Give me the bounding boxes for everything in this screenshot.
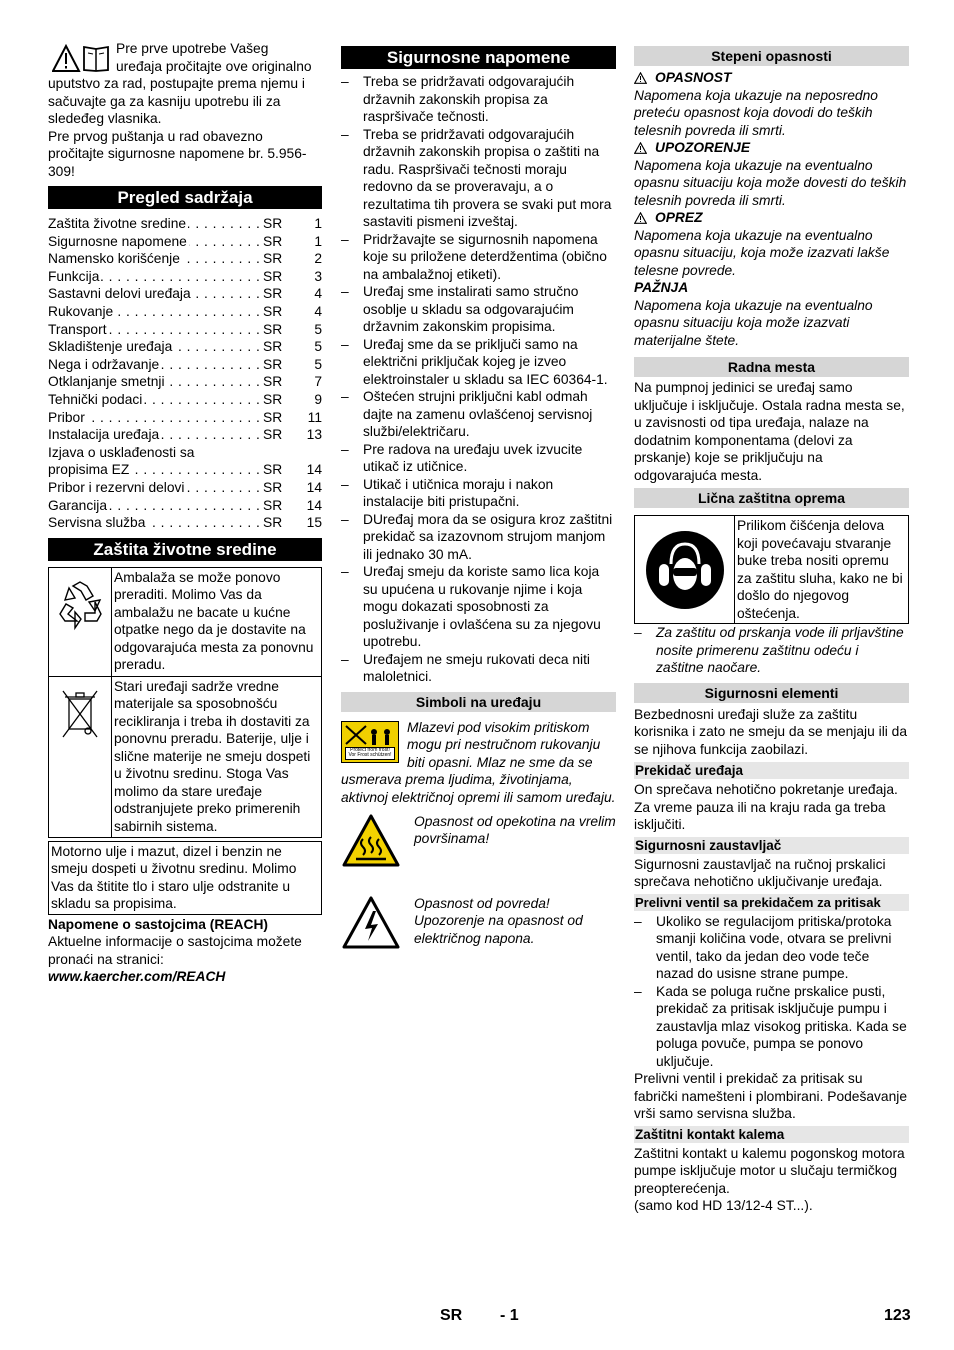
warning-triangle-icon bbox=[634, 142, 647, 154]
toc-entry-page: 15 bbox=[306, 515, 322, 531]
toc-entry[interactable] bbox=[48, 461, 322, 479]
toc-entry[interactable] bbox=[48, 303, 322, 321]
toc-entry[interactable] bbox=[48, 426, 322, 444]
toc-entry-page: 1 bbox=[314, 216, 322, 231]
toc-entry-page bbox=[300, 444, 322, 462]
safety-elements-heading: Sigurnosni elementi bbox=[634, 683, 909, 703]
attention-text: Napomena koja ukazuje na eventualno opasnu situaciju koja može izazvati materijalne štete. bbox=[634, 297, 873, 348]
toc-entry[interactable] bbox=[48, 338, 322, 356]
column-left bbox=[48, 40, 322, 986]
safety-elements-text: Bezbednosni uređaji služe za zaštitu korisnika i zato ne smeju da se menjaju ili da se njihova funkcija zaobilazi. bbox=[634, 706, 908, 757]
frost-label: Protect from frost! Vor Frost schützen! bbox=[345, 747, 395, 760]
hazard-level-label bbox=[634, 139, 909, 157]
intro bbox=[48, 40, 322, 180]
toc-entry-title: Sastavni delovi uređaja bbox=[48, 286, 191, 302]
toc-entry-lang: SR bbox=[263, 515, 283, 531]
toc-heading: Pregled sadržaja bbox=[48, 186, 322, 209]
footer-page-number: 123 bbox=[884, 1307, 911, 1324]
toc-entry-title: Skladištenje uređaja bbox=[48, 339, 173, 355]
toc-entry-lang: SR bbox=[263, 321, 283, 337]
warning-triangle-icon bbox=[634, 72, 647, 84]
toc-entry-page: 14 bbox=[306, 497, 322, 513]
toc-entry-lang: SR bbox=[263, 374, 283, 390]
recycle-text: Ambalaža se može ponovo preraditi. Molimo Vas da ambalažu ne bacate u kućne otpatke nego da je dostavite na odgovarajuća mesta za ponovnu preradu. bbox=[114, 569, 314, 673]
safety-item: – Uređaj smeju da koriste samo lica koja su upućena u rukovanje njime i koja mogu dokazati sposobnosti za posluživanje i ovlašćena su za njegovu upotrebu. bbox=[341, 563, 616, 651]
jet-symbol-block bbox=[341, 719, 616, 809]
toc-entry[interactable] bbox=[48, 268, 322, 286]
toc-entry-title: Izjava o usklađenosti sa bbox=[48, 444, 195, 460]
switch-heading: Prekidač uređaja bbox=[634, 762, 909, 779]
toc-entry-page: 11 bbox=[307, 409, 322, 425]
safety-item: – Uređaj sme da se priključi samo na električni priključak kojeg je izveo elektroinstaler u skladu sa IEC 60364-1. bbox=[341, 336, 616, 389]
toc-entry-lang bbox=[260, 444, 300, 462]
toc-entry-lang: SR bbox=[263, 462, 283, 478]
toc-entry-lang: SR bbox=[263, 251, 283, 267]
toc-entry-page: 3 bbox=[314, 268, 322, 284]
reach-link[interactable]: www.kaercher.com/REACH bbox=[48, 969, 226, 985]
toc-entry-title: Tehnički podaci bbox=[48, 391, 143, 407]
hazard-level-text: Napomena koja ukazuje na neposredno preteću opasnost koja dovodi do teških telesnih povreda ili smrti. bbox=[634, 87, 878, 138]
warning-triangle-icon bbox=[634, 212, 647, 224]
toc-entry-lang: SR bbox=[263, 339, 283, 355]
toc-entry-title: Sigurnosne napomene bbox=[48, 233, 187, 249]
toc-entry[interactable] bbox=[48, 391, 322, 409]
switch-text: On sprečava nehotično pokretanje uređaja. Za vreme pauza ili na kraju rada ga treba isključiti. bbox=[634, 782, 898, 832]
recycle-icon bbox=[49, 568, 112, 676]
hazard-heading: Stepeni opasnosti bbox=[634, 46, 909, 66]
warning-manual-icon bbox=[52, 44, 110, 72]
valve-item: – Kada se poluga ručne prskalice pusti, prekidač za pritisak isključuje pumpu i zaustavlja mlaz visokog pritiska. Kada se poluga povuče, pumpa se ponovo uključuje. bbox=[634, 983, 909, 1071]
ppe-text: Prilikom čišćenja delova koji povećavaju stvaranje buke treba nositi opremu za zaštitu sluha, kako ne bi došlo do njegovog oštećenja. bbox=[737, 518, 903, 621]
hazard-level-name: UPOZORENJE bbox=[655, 140, 751, 155]
column-right bbox=[634, 40, 909, 1215]
thermo-note: (samo kod HD 13/12-4 ST...). bbox=[634, 1198, 813, 1213]
valve-heading: Prelivni ventil sa prekidačem za pritisak bbox=[634, 894, 909, 911]
toc-entry-page: 9 bbox=[314, 391, 322, 407]
valve-list bbox=[634, 913, 909, 1071]
reach-title: Napomene o sastojcima (REACH) bbox=[48, 916, 269, 932]
hazard-level-label bbox=[634, 209, 909, 227]
toc-entry[interactable] bbox=[48, 409, 322, 427]
env-table bbox=[48, 567, 322, 838]
thermo-text: Zaštitni kontakt u kalemu pogonskog motora pumpe isključuje motor u slučaju termičkog preopterećenja. bbox=[634, 1145, 905, 1196]
hazard-level-name: OPREZ bbox=[655, 210, 703, 225]
toc-entry-title: Servisna služba bbox=[48, 515, 146, 531]
toc-entry-page: 1 bbox=[314, 233, 322, 249]
toc-entry-lang: SR bbox=[263, 303, 283, 319]
hazard-level-label bbox=[634, 69, 909, 87]
crossed-bin-icon bbox=[49, 677, 112, 837]
toc-entry-page: 4 bbox=[314, 286, 322, 302]
hazard-level-name: OPASNOST bbox=[655, 70, 732, 85]
toc-entry-page: 4 bbox=[314, 303, 322, 319]
toc-entry-title: Garancija bbox=[48, 497, 108, 513]
safety-item: – Uređajem ne smeju rukovati deca niti maloletnici. bbox=[341, 651, 616, 686]
intro-line-7: pročitajte sigurnosne napomene br. 5.956- bbox=[48, 146, 307, 161]
hot-surface-icon bbox=[341, 813, 414, 883]
weee-text: Stari uređaji sadrže vredne materijale sa sposobnošću recikliranja i treba ih dostaviti za ponovnu preradu. Baterije, ulje i slične materije ne smeju dospeti u životnu sredinu. Stoga Vas molimo da stare uređaje odstranjujete preko primerenih sabirnih sistema. bbox=[114, 678, 311, 834]
hazard-levels bbox=[634, 69, 909, 279]
ppe-heading: Lična zaštitna oprema bbox=[634, 488, 909, 508]
toc-entry-title: Nega i održavanje bbox=[48, 356, 160, 372]
toc-entry-page: 2 bbox=[314, 251, 322, 267]
intro-line-2: uređaja pročitajte ove originalno bbox=[116, 58, 312, 74]
lock-heading: Sigurnosni zaustavljač bbox=[634, 837, 909, 854]
column-middle bbox=[341, 40, 616, 955]
toc-entry[interactable] bbox=[48, 373, 322, 391]
intro-line-1: Pre prve upotrebe Vašeg bbox=[116, 41, 269, 56]
env-heading: Zaštita životne sredine bbox=[48, 538, 322, 561]
toc-entry-lang: SR bbox=[263, 286, 283, 302]
toc-entry-page: 14 bbox=[306, 479, 322, 495]
shock-text: Opasnost od povreda! Upozorenje na opasnost od električnog napona. bbox=[414, 895, 583, 946]
footer-section-page bbox=[500, 1307, 519, 1325]
safety-item: – Utikač i utičnica moraju i nakon instalacije biti pristupačni. bbox=[341, 476, 616, 511]
jet-text: Mlazevi pod visokim pritiskom mogu pri nestručnom rukovanju biti opasni. Mlaz ne sme da se usmerava prema ljudima, životinjama, aktivnoj električnoj opremi ili samom uređaju. bbox=[341, 719, 616, 805]
toc-entry-page: 13 bbox=[306, 427, 322, 443]
toc-entry-page: 14 bbox=[306, 462, 322, 478]
toc-entry-lang: SR bbox=[263, 233, 283, 249]
intro-line-5: sledeđeg vlasnika. bbox=[48, 111, 162, 126]
safety-item: – Uređaj sme instalirati samo stručno osoblje u skladu sa odgovarajućim državnim zakonskim propisima. bbox=[341, 283, 616, 336]
toc-entry-lang: SR bbox=[263, 479, 283, 495]
table-of-contents bbox=[48, 215, 322, 532]
toc-entry-title: Transport bbox=[48, 321, 107, 337]
safety-item: – Oštećen strujni priključni kabl odmah dajte na zamenu ovlašćenoj servisnoj službi/električaru. bbox=[341, 388, 616, 441]
toc-entry-page: 5 bbox=[314, 339, 322, 355]
toc-entry-title: Namensko korišćenje bbox=[48, 251, 180, 267]
valve-item: – Ukoliko se regulacijom pritiska/protoka smanji količina vode, otvara se prelivni ventil, tako da jedan deo vode teče nazad do usisne strane pumpe. bbox=[634, 913, 909, 983]
valve-text: Prelivni ventil i prekidač za pritisak su fabrički namešteni i plombirani. Podešavanje vrši samo servisna služba. bbox=[634, 1071, 908, 1121]
recycle-row bbox=[48, 567, 322, 677]
symbols-heading: Simboli na uređaju bbox=[341, 692, 616, 712]
safety-item: – Treba se pridržavati odgovarajućih državnih zakonskih propisa o zaštiti na radu. Raspršivači tečnosti moraju redovno da se proveravaju, a o rezultatima tih provera se svaki put mora sastaviti pismeni izveštaj. bbox=[341, 126, 616, 231]
toc-entry-lang: SR bbox=[263, 356, 283, 372]
toc-entry-page: 5 bbox=[314, 321, 322, 337]
toc-entry[interactable] bbox=[48, 250, 322, 268]
hazard-level-text: Napomena koja ukazuje na eventualno opasnu situaciju koja može dovesti do teških telesnih povreda ili smrti. bbox=[634, 157, 907, 208]
safety-item: – Pridržavajte se sigurnosnih napomena koje su priložene deterdžentima (obično na ambalažnoj etiketi). bbox=[341, 231, 616, 284]
toc-entry-title: Instalacija uređaja bbox=[48, 427, 160, 443]
toc-entry[interactable] bbox=[48, 215, 322, 233]
toc-entry-title: Zaštita životne sredine bbox=[48, 216, 187, 231]
toc-entry-title: Pribor bbox=[48, 409, 85, 425]
footer-page-in: - 1 bbox=[500, 1307, 519, 1324]
safety-item: – Treba se pridržavati odgovarajućih državnih zakonskih propisa za raspršivače tečnosti. bbox=[341, 73, 616, 126]
footer-language: SR bbox=[440, 1307, 463, 1324]
intro-line-4: sačuvajte ga za kasniju upotrebu ili za bbox=[48, 93, 281, 109]
toc-entry-lang: SR bbox=[263, 427, 283, 443]
toc-entry[interactable] bbox=[48, 356, 322, 374]
safety-item: – Pre radova na uređaju uvek izvucite utikač iz utičnice. bbox=[341, 441, 616, 476]
toc-entry-title: Funkcija bbox=[48, 268, 100, 284]
intro-line-6: Pre prvog puštanja u rad obavezno bbox=[48, 128, 263, 144]
toc-entry-lang: SR bbox=[263, 268, 283, 284]
oil-notice: Motorno ulje i mazut, dizel i benzin ne smeju dospeti u životnu sredinu. Molimo Vas da štitite tlo i staro ulje odstranite u skladu sa propisima. bbox=[48, 841, 322, 915]
toc-entry[interactable] bbox=[48, 285, 322, 303]
safety-item: – DUređaj mora da se osigura kroz zaštitni prekidač sa izazovnom strujom manjom ili jednako 30 mA. bbox=[341, 511, 616, 564]
workplace-heading: Radna mesta bbox=[634, 357, 909, 377]
thermo-heading: Zaštitni kontakt kalema bbox=[634, 1126, 909, 1143]
reach-text: Aktuelne informacije o sastojcima možete pronaći na stranici: bbox=[48, 934, 302, 967]
lock-text: Sigurnosni zaustavljač na ručnoj prskalici sprečava nehotično uključivanje uređaja. bbox=[634, 856, 886, 889]
attention-label: PAŽNJA bbox=[634, 280, 689, 295]
toc-entry[interactable] bbox=[48, 479, 322, 497]
toc-entry-title: propisima EZ bbox=[48, 462, 130, 478]
high-pressure-jet-icon bbox=[341, 721, 399, 763]
safety-list bbox=[341, 73, 616, 686]
toc-entry-lang: SR bbox=[263, 409, 283, 425]
toc-entry-lang: SR bbox=[263, 216, 283, 231]
toc-entry[interactable] bbox=[48, 514, 322, 532]
toc-entry-page: 7 bbox=[314, 374, 322, 390]
electric-shock-icon bbox=[341, 895, 414, 956]
toc-entry-lang: SR bbox=[263, 497, 283, 513]
toc-entry[interactable] bbox=[48, 321, 322, 339]
toc-entry[interactable] bbox=[48, 233, 322, 251]
weee-row bbox=[48, 677, 322, 838]
toc-entry-lang: SR bbox=[263, 391, 283, 407]
toc-entry[interactable] bbox=[48, 444, 322, 462]
toc-entry-title: Rukovanje bbox=[48, 303, 114, 319]
toc-entry-title: Pribor i rezervni delovi bbox=[48, 479, 185, 495]
toc-entry[interactable] bbox=[48, 497, 322, 515]
ear-eye-protection-icon bbox=[635, 516, 735, 623]
burn-text: Opasnost od opekotina na vrelim površinama! bbox=[414, 813, 616, 846]
safety-heading: Sigurnosne napomene bbox=[341, 46, 616, 69]
toc-entry-page: 5 bbox=[314, 356, 322, 372]
toc-entry-title: Otklanjanje smetnji bbox=[48, 374, 165, 390]
shock-symbol-block bbox=[341, 895, 616, 956]
intro-line-8: 309! bbox=[48, 163, 75, 179]
intro-line-3: uputstvo za rad, postupajte prema njemu i bbox=[48, 76, 305, 91]
burn-symbol-block bbox=[341, 813, 616, 883]
ppe-note: – Za zaštitu od prskanja vode ili prljavštine nosite primerenu zaštitnu odeću i zaštitne naočare. bbox=[634, 624, 909, 677]
ppe-box bbox=[634, 515, 909, 624]
workplace-text: Na pumpnoj jedinici se uređaj samo uključuje i isključuje. Ostala radna mesta se, u zavisnosti od tipa uređaja, nalaze na dodatnim komponentama (delovi za prskanje) koje se priključuju na odgovarajuća mesta. bbox=[634, 380, 905, 483]
hazard-level-text: Napomena koja ukazuje na eventualno opasnu situaciju, koja može izazvati lakše telesne povrede. bbox=[634, 227, 890, 278]
